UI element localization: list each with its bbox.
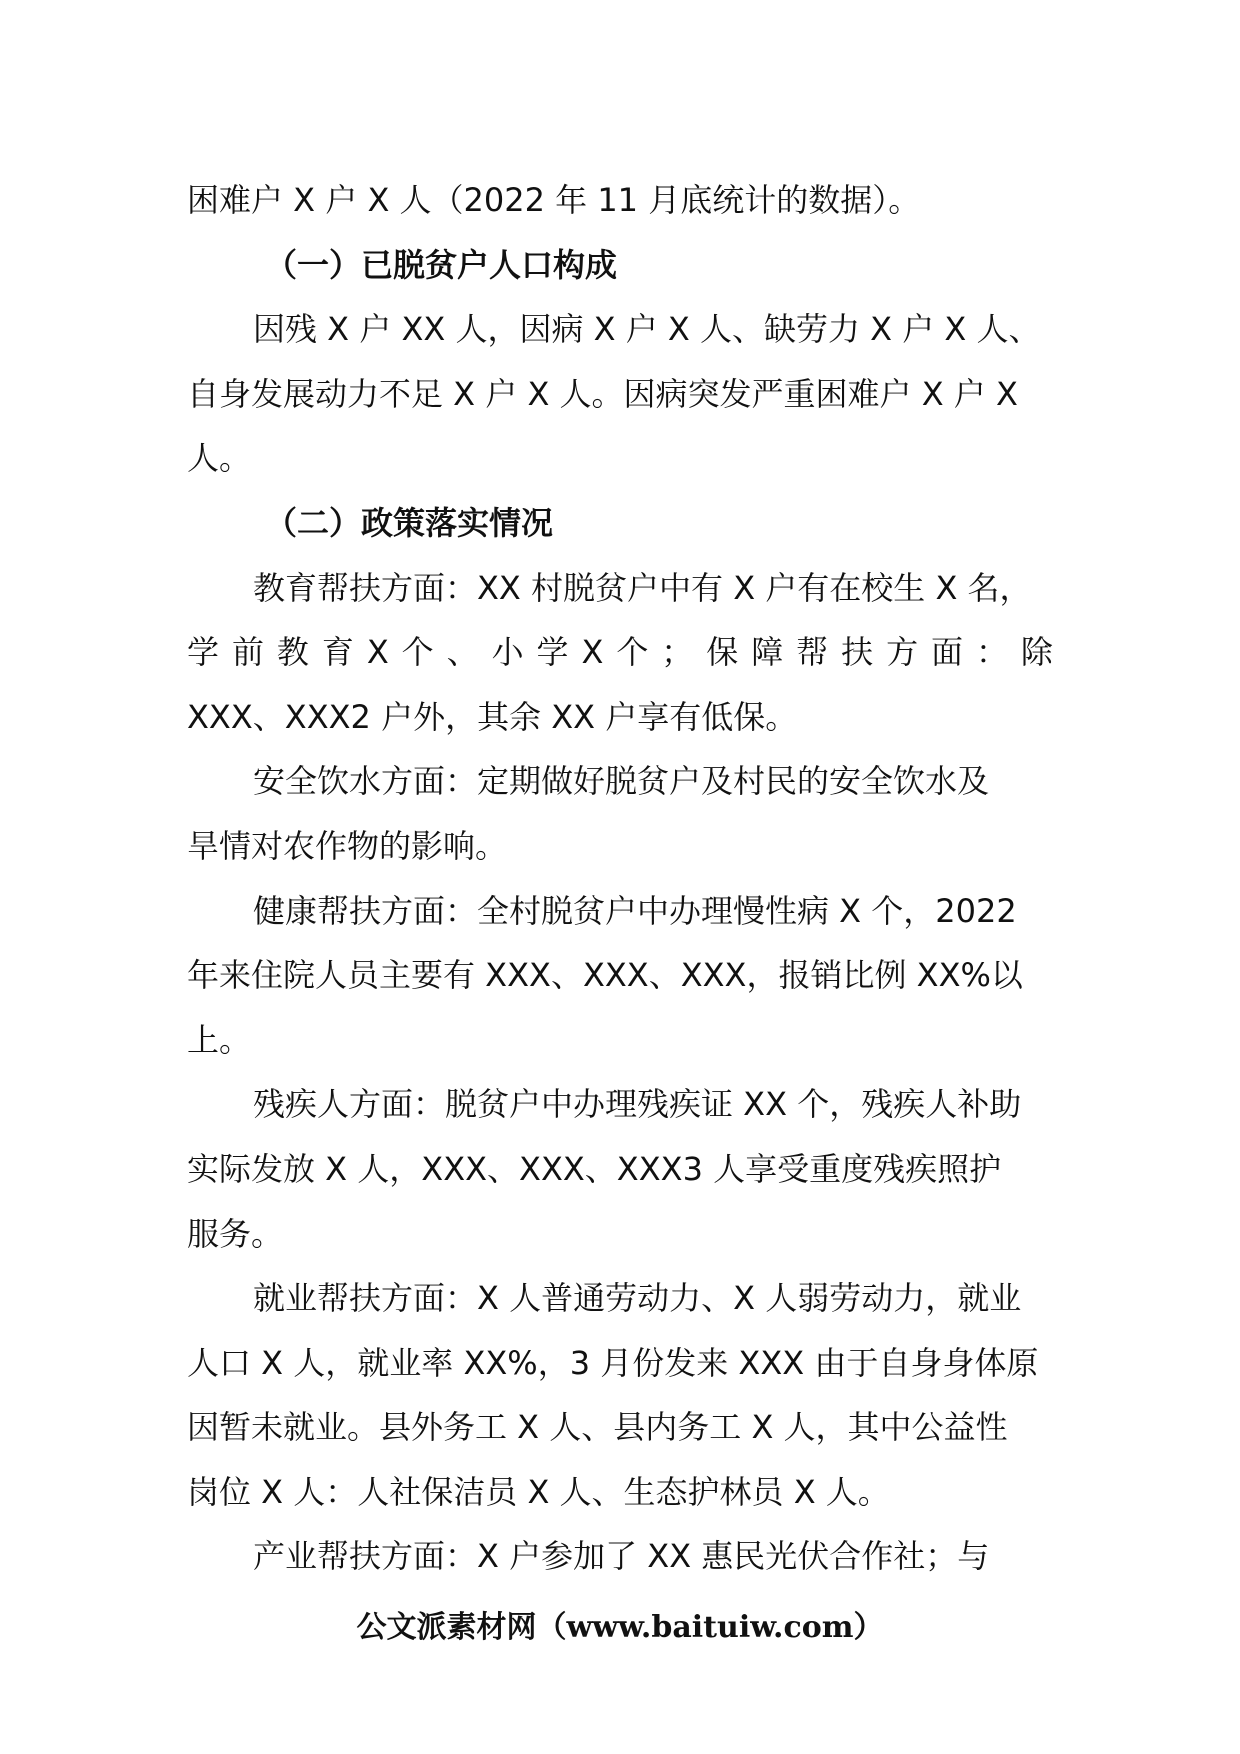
text-char: 帮 (796, 633, 829, 672)
text-char: 小 (491, 633, 524, 672)
text-line: 服务。 (187, 1214, 284, 1253)
text-line: 残疾人方面：脱贫户中办理残疾证 XX 个，残疾人补助 (253, 1085, 1022, 1124)
text-line: 岗位 X 人：人社保洁员 X 人、生态护林员 X 人。 (187, 1472, 890, 1511)
text-line: 安全饮水方面：定期做好脱贫户及村民的安全饮水及 (253, 762, 990, 801)
text-char: 面 (931, 633, 964, 672)
section-heading-1: （一）已脱贫户人口构成 (265, 245, 618, 284)
text-line: 健康帮扶方面：全村脱贫户中办理慢性病 X 个，2022 (253, 891, 1017, 930)
text-char: 扶 (841, 633, 874, 672)
justified-text-line (187, 620, 1053, 685)
text-line: 旱情对农作物的影响。 (187, 826, 508, 865)
document-body (187, 168, 1053, 1589)
text-char: X (581, 633, 604, 672)
text-line: 实际发放 X 人，XXX、XXX、XXX3 人享受重度残疾照护 (187, 1149, 1002, 1188)
text-char: 方 (886, 633, 919, 672)
section-heading-2: （二）政策落实情况 (265, 503, 554, 542)
footer-watermark: 公文派素材网（www.baituiw.com） (356, 1610, 884, 1645)
text-char: ： (975, 633, 1008, 672)
text-line: 年来住院人员主要有 XXX、XXX、XXX，报销比例 XX%以 (187, 956, 1023, 995)
text-line: 因残 X 户 XX 人，因病 X 户 X 人、缺劳力 X 户 X 人、 (253, 310, 1041, 349)
text-line: XXX、XXX2 户外，其余 XX 户享有低保。 (187, 697, 798, 736)
text-char: X (366, 633, 389, 672)
text-char: 除 (1020, 633, 1053, 672)
text-char: 个 (616, 633, 649, 672)
text-char: 学 (187, 633, 220, 672)
text-line: 困难户 X 户 X 人（2022 年 11 月底统计的数据）。 (187, 181, 921, 219)
text-char: 前 (231, 633, 264, 672)
text-char: 障 (751, 633, 784, 672)
text-char: 、 (446, 633, 479, 672)
text-line: 教育帮扶方面：XX 村脱贫户中有 X 户有在校生 X 名， (253, 568, 1032, 607)
text-char: 个 (401, 633, 434, 672)
text-line: 自身发展动力不足 X 户 X 人。因病突发严重困难户 X 户 X (187, 374, 1018, 413)
text-line: 就业帮扶方面：X 人普通劳动力、X 人弱劳动力，就业 (253, 1279, 1022, 1318)
text-line: 人口 X 人，就业率 XX%，3 月份发来 XXX 由于自身身体原 (187, 1343, 1039, 1382)
text-line: 产业帮扶方面：X 户参加了 XX 惠民光伏合作社；与 (253, 1537, 990, 1576)
text-char: 学 (536, 633, 569, 672)
text-line: 人。 (187, 439, 252, 478)
text-char: ； (661, 633, 694, 672)
text-char: 保 (706, 633, 739, 672)
text-char: 育 (321, 633, 354, 672)
text-char: 教 (276, 633, 309, 672)
text-line: 因暂未就业。县外务工 X 人、县内务工 X 人，其中公益性 (187, 1408, 1008, 1447)
text-line: 上。 (187, 1020, 252, 1059)
